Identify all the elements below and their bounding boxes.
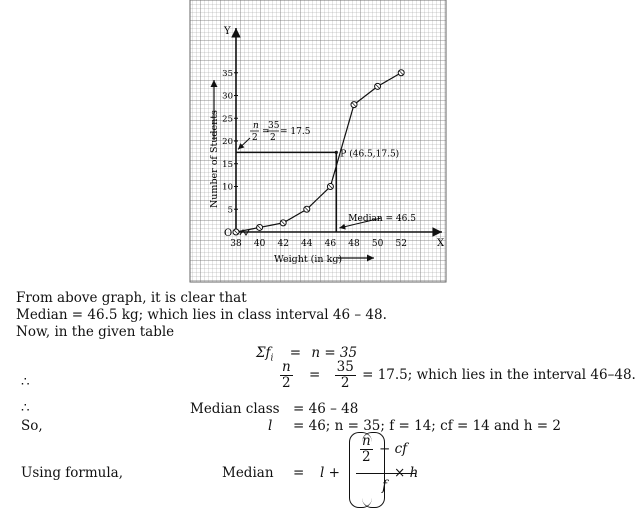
y-tick-label: 35 — [222, 68, 233, 79]
ogive-graph — [0, 0, 559, 290]
n-half-rest: = 17.5; which lies in the interval 46–48. — [362, 367, 636, 383]
median-class-label: Median class — [190, 401, 280, 417]
y-axis-letter: Y — [224, 26, 231, 37]
x-tick-label: 50 — [371, 239, 384, 249]
formula-eq: = — [293, 465, 305, 481]
y-tick-label: 15 — [222, 159, 233, 170]
formula-l: l + — [320, 465, 340, 481]
x-tick-label: 40 — [253, 239, 266, 249]
formula-times-h: × h — [394, 465, 419, 481]
ann-eq: = — [262, 127, 270, 137]
x-tick-label: 42 — [277, 239, 289, 249]
n-half-row — [278, 360, 636, 391]
x-tick-label: 46 — [324, 239, 337, 249]
x-tick-label: 38 — [230, 239, 242, 249]
ann-n: n — [253, 121, 259, 131]
n-over-2: $\frac{n}{2}$ — [282, 359, 291, 391]
point-p — [335, 151, 338, 154]
ann-2: 2 — [252, 133, 258, 143]
35-over-2: $\frac{35}{2}$ — [336, 359, 354, 391]
sum-eq: = — [289, 345, 302, 361]
y-axis-title: Number of Students — [209, 110, 220, 208]
x-tick-label: 48 — [348, 239, 360, 249]
therefore-1: ∴ — [21, 374, 30, 390]
origin-label: O — [224, 228, 233, 239]
median-class-value: = 46 – 48 — [293, 401, 359, 417]
x-tick-label: 44 — [301, 239, 313, 249]
line-2: Median = 46.5 kg; which lies in class interval 46 – 48. — [16, 307, 387, 323]
sum-lhs: Σf — [256, 345, 271, 361]
using-formula: Using formula, — [21, 465, 123, 481]
therefore-2: ∴ — [21, 400, 30, 416]
y-tick-label: 30 — [222, 91, 233, 102]
ann-n2-val: = 17.5 — [280, 127, 311, 137]
line-1: From above graph, it is clear that — [16, 290, 247, 306]
point-p-label: P (46.5,17.5) — [340, 149, 400, 160]
y-tick-label: 10 — [222, 182, 233, 193]
eq-2: = — [309, 367, 321, 383]
sum-sub: i — [270, 353, 274, 364]
y-tick-label: 25 — [222, 114, 233, 125]
x-axis-letter: X — [437, 238, 445, 249]
values-row: = 46; n = 35; f = 14; cf = 14 and h = 2 — [293, 418, 561, 434]
y-tick-label: 5 — [227, 205, 233, 216]
median-annotation: Median = 46.5 — [348, 214, 416, 224]
ann-2b: 2 — [270, 133, 276, 143]
formula-denominator: f — [382, 478, 387, 494]
so-label: So, — [21, 418, 43, 434]
y-tick-label: 20 — [222, 137, 233, 147]
formula-numerator: $\frac{n}{2}$ − cf — [362, 433, 408, 465]
sum-rhs: n = 35 — [311, 345, 358, 361]
x-tick-label: 52 — [395, 239, 407, 249]
ann-35: 35 — [268, 121, 280, 131]
median-label: Median — [222, 465, 274, 481]
x-axis-title: Weight (in kg) — [274, 254, 343, 265]
l-label: l — [268, 418, 273, 434]
line-3: Now, in the given table — [16, 324, 175, 340]
